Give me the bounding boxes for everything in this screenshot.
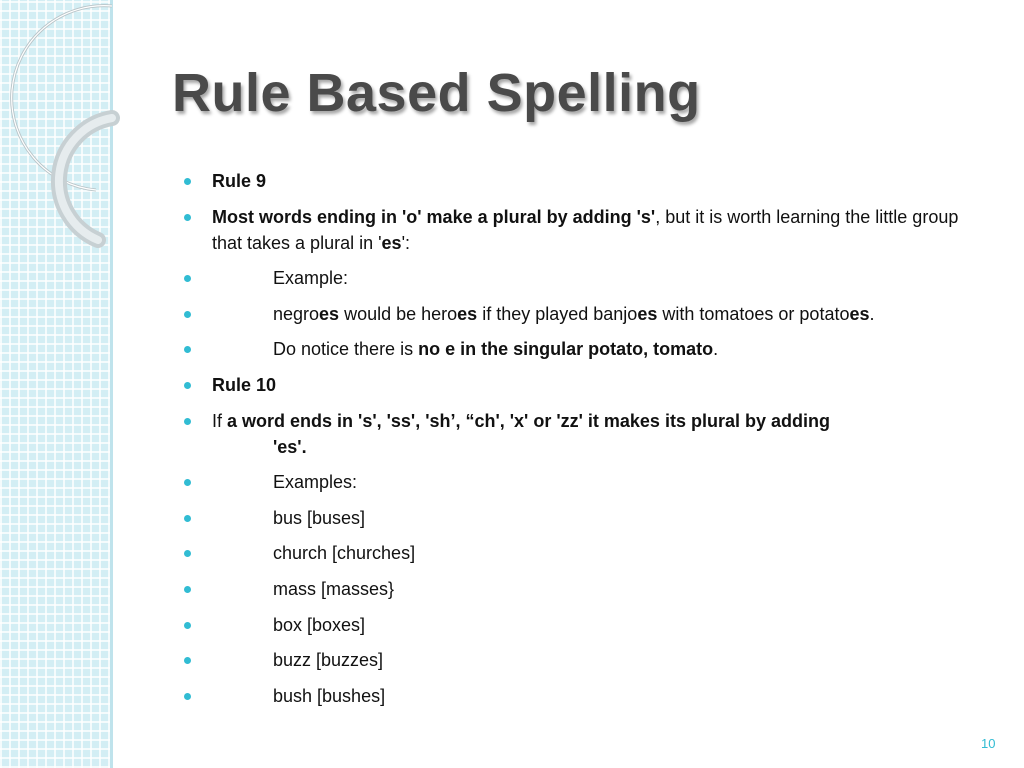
bullet-dot-icon — [184, 550, 191, 557]
bullet-text: Examples: — [273, 472, 358, 493]
bullet-text-bold: es — [319, 303, 340, 324]
bullet-item — [184, 469, 984, 495]
bullet-dot-icon — [184, 515, 191, 522]
bullet-text-bold: Rule 10 — [212, 374, 277, 395]
bullet-text: , but it is worth learning the little group that takes a plural in ' — [212, 206, 959, 253]
bullet-dot-icon — [184, 214, 191, 221]
bullet-item — [184, 204, 984, 256]
bullet-text: buzz [buzzes] — [273, 650, 384, 671]
bullet-dot-icon — [184, 418, 191, 425]
bullet-dot-icon — [184, 622, 191, 629]
bullet-item — [184, 336, 984, 362]
bullet-text-bold: 'es'. — [273, 436, 307, 457]
bullet-item — [184, 505, 984, 531]
bullet-text-bold: Most words ending in 'o' make a plural by adding 's' — [212, 206, 656, 227]
bullet-text: mass [masses} — [273, 578, 395, 599]
bullet-text: with tomatoes or potato — [657, 303, 850, 324]
bullet-text: church [churches] — [273, 543, 416, 564]
bullet-item — [184, 683, 984, 709]
bullet-dot-icon — [184, 657, 191, 664]
bullet-item — [184, 576, 984, 602]
bullet-text-bold: es — [637, 303, 658, 324]
bullet-dot-icon — [184, 311, 191, 318]
slide-content — [184, 168, 984, 718]
bullet-text: if they played banjo — [477, 303, 638, 324]
bullet-item — [184, 612, 984, 638]
bullet-text-bold: Rule 9 — [212, 171, 267, 191]
bullet-dot-icon — [184, 693, 191, 700]
bullet-text: would be hero — [339, 303, 458, 324]
bullet-text: . — [713, 339, 719, 360]
decorative-side-panel — [0, 0, 113, 768]
bullet-item — [184, 408, 984, 460]
bullet-text-bold: a word ends in 's', 'ss', 'sh’, “ch', 'x' or 'zz' it makes its plural by adding — [227, 410, 830, 431]
bullet-item — [184, 301, 984, 327]
bullet-text: box [boxes] — [273, 614, 366, 635]
bullet-item — [184, 265, 984, 291]
bullet-item — [184, 540, 984, 566]
bullet-item — [184, 168, 984, 194]
page-number: 10 — [981, 736, 996, 751]
bullet-dot-icon — [184, 346, 191, 353]
bullet-dot-icon — [184, 275, 191, 282]
bullet-dot-icon — [184, 479, 191, 486]
slide-title: Rule Based Spelling — [172, 63, 701, 123]
bullet-text: bus [buses] — [273, 507, 366, 528]
bullet-list — [184, 168, 984, 709]
bullet-text-bold: no e in the singular potato, tomato — [418, 339, 714, 360]
bullet-dot-icon — [184, 178, 191, 185]
bullet-dot-icon — [184, 382, 191, 389]
bullet-text: ': — [401, 232, 411, 253]
bullet-text-bold: es — [849, 303, 870, 324]
bullet-text-bold: es — [457, 303, 478, 324]
bullet-text: If — [212, 410, 228, 431]
bullet-text-bold: es — [381, 232, 402, 253]
bullet-text: Example: — [273, 268, 349, 289]
bullet-text: bush [bushes] — [273, 685, 386, 706]
bullet-continuation — [212, 434, 984, 460]
bullet-dot-icon — [184, 586, 191, 593]
bullet-text: negro — [273, 303, 320, 324]
bullet-item — [184, 372, 984, 398]
bullet-text: Do notice there is — [273, 339, 419, 360]
bullet-item — [184, 647, 984, 673]
bullet-text: . — [869, 303, 875, 324]
